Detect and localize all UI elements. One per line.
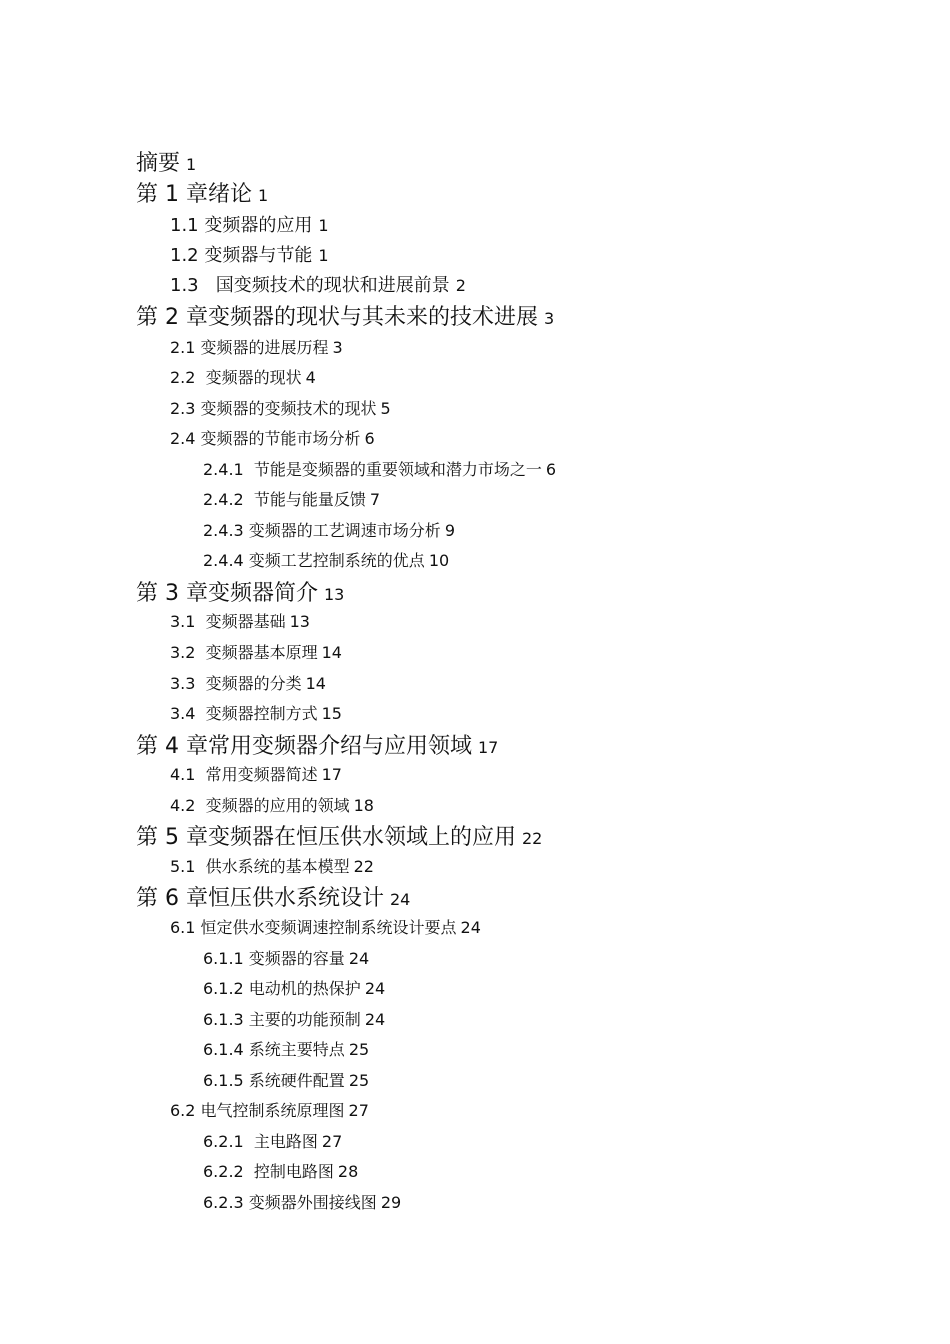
toc-entry-label: 4.1 常用变频器简述 (170, 765, 318, 784)
toc-entry-page: 6 (545, 460, 557, 479)
toc-entry-page: 27 (348, 1101, 369, 1120)
toc-entry-6-2[interactable] (170, 1103, 369, 1119)
toc-entry-page: 3 (332, 338, 343, 357)
toc-entry-page: 2 (455, 276, 466, 295)
toc-entry-label: 3.3 变频器的分类 (170, 674, 302, 693)
toc-entry-label: 1.1 变频器的应用 (170, 215, 313, 236)
toc-entry-page: 7 (369, 490, 381, 509)
toc-entry-6-2-1[interactable] (203, 1134, 342, 1150)
toc-entry-label: 5.1 供水系统的基本模型 (170, 857, 350, 876)
toc-entry-chapter-5[interactable] (136, 827, 542, 849)
toc-entry-label: 2.2 变频器的现状 (170, 368, 302, 387)
toc-entry-label: 2.4.1 节能是变频器的重要领域和潜力市场之一 (203, 460, 542, 479)
toc-entry-2-4-4[interactable] (203, 553, 449, 569)
toc-entry-label: 3.4 变频器控制方式 (170, 704, 318, 723)
toc-entry-label: 6.1.1 变频器的容量 (203, 949, 345, 968)
toc-entry-2-4-1[interactable] (203, 462, 556, 478)
toc-entry-label: 6.1.5 系统硬件配置 (203, 1071, 345, 1090)
toc-entry-page: 22 (522, 829, 543, 848)
toc-entry-4-1[interactable] (170, 767, 342, 783)
toc-entry-label: 3.2 变频器基本原理 (170, 643, 318, 662)
toc-entry-label: 2.4.4 变频工艺控制系统的优点 (203, 551, 425, 570)
toc-entry-page: 25 (348, 1040, 370, 1059)
toc-entry-page: 1 (318, 216, 329, 235)
toc-entry-chapter-4[interactable] (136, 736, 498, 758)
toc-entry-label: 6.1 恒定供水变频调速控制系统设计要点 (170, 918, 457, 937)
toc-entry-6-1[interactable] (170, 920, 481, 936)
toc-entry-label: 6.2.1 主电路图 (203, 1132, 318, 1151)
toc-entry-label: 2.1 变频器的进展历程 (170, 338, 329, 357)
toc-entry-2-4[interactable] (170, 431, 375, 447)
toc-entry-2-3[interactable] (170, 401, 391, 417)
toc-entry-label: 第 1 章绪论 (136, 182, 252, 207)
toc-entry-label: 6.1.4 系统主要特点 (203, 1040, 345, 1059)
toc-entry-label: 1.2 变频器与节能 (170, 245, 313, 266)
toc-entry-label: 2.4.2 节能与能量反馈 (203, 490, 366, 509)
toc-entry-page: 3 (544, 309, 555, 328)
toc-entry-page: 1 (318, 246, 329, 265)
toc-entry-label: 2.4.3 变频器的工艺调速市场分析 (203, 521, 441, 540)
toc-entry-page: 18 (353, 796, 374, 815)
toc-entry-label: 6.2.2 控制电路图 (203, 1162, 334, 1181)
toc-entry-page: 24 (348, 949, 370, 968)
toc-entry-page: 28 (337, 1162, 359, 1181)
toc-entry-6-1-1[interactable] (203, 951, 369, 967)
toc-entry-page: 5 (380, 399, 391, 418)
toc-entry-page: 14 (321, 643, 342, 662)
toc-entry-1-3[interactable] (170, 277, 466, 295)
toc-entry-chapter-1[interactable] (136, 184, 268, 206)
toc-entry-2-2[interactable] (170, 370, 316, 386)
toc-entry-label: 2.3 变频器的变频技术的现状 (170, 399, 377, 418)
toc-entry-page: 9 (444, 521, 455, 540)
toc-entry-page: 22 (353, 857, 374, 876)
toc-entry-2-1[interactable] (170, 340, 343, 356)
toc-entry-page: 14 (305, 674, 326, 693)
toc-entry-page: 29 (380, 1193, 402, 1212)
toc-entry-label: 6.1.3 主要的功能预制 (203, 1010, 361, 1029)
toc-entry-label: 6.2 电气控制系统原理图 (170, 1101, 345, 1120)
toc-entry-label: 第 5 章变频器在恒压供水领域上的应用 (136, 825, 516, 850)
toc-entry-label: 1.3 国变频技术的现状和进展前景 (170, 275, 450, 296)
toc-entry-page: 17 (478, 738, 499, 757)
toc-entry-page: 27 (321, 1132, 343, 1151)
toc-entry-3-2[interactable] (170, 645, 342, 661)
toc-entry-page: 1 (186, 155, 197, 174)
toc-entry-chapter-3[interactable] (136, 583, 344, 605)
toc-entry-6-2-3[interactable] (203, 1195, 401, 1211)
toc-entry-label: 2.4 变频器的节能市场分析 (170, 429, 361, 448)
toc-entry-1-1[interactable] (170, 217, 329, 235)
toc-entry-2-4-2[interactable] (203, 492, 380, 508)
toc-entry-2-4-3[interactable] (203, 523, 455, 539)
toc-entry-abstract[interactable] (136, 153, 196, 175)
toc-entry-label: 6.1.2 电动机的热保护 (203, 979, 361, 998)
toc-entry-page: 1 (257, 186, 269, 205)
toc-entry-label: 6.2.3 变频器外围接线图 (203, 1193, 377, 1212)
toc-entry-chapter-2[interactable] (136, 307, 554, 329)
toc-entry-label: 4.2 变频器的应用的领域 (170, 796, 350, 815)
toc-entry-chapter-6[interactable] (136, 888, 410, 910)
toc-entry-page: 24 (364, 979, 386, 998)
toc-entry-3-3[interactable] (170, 676, 326, 692)
toc-entry-label: 第 6 章恒压供水系统设计 (136, 886, 384, 911)
toc-entry-6-2-2[interactable] (203, 1164, 358, 1180)
toc-entry-page: 17 (321, 765, 342, 784)
toc-entry-4-2[interactable] (170, 798, 374, 814)
toc-entry-label: 摘要 (136, 151, 181, 176)
toc-entry-6-1-3[interactable] (203, 1012, 385, 1028)
toc-entry-page: 13 (289, 612, 310, 631)
toc-entry-page: 24 (460, 918, 481, 937)
toc-entry-page: 10 (428, 551, 450, 570)
toc-entry-page: 24 (364, 1010, 386, 1029)
toc-entry-1-2[interactable] (170, 247, 329, 265)
toc-entry-6-1-4[interactable] (203, 1042, 369, 1058)
toc-entry-3-1[interactable] (170, 614, 310, 630)
toc-entry-6-1-2[interactable] (203, 981, 385, 997)
toc-entry-page: 25 (348, 1071, 370, 1090)
toc-entry-label: 第 4 章常用变频器介绍与应用领域 (136, 734, 472, 759)
toc-entry-page: 15 (321, 704, 342, 723)
toc-entry-page: 24 (389, 890, 411, 909)
toc-entry-label: 第 2 章变频器的现状与其未来的技术进展 (136, 305, 538, 330)
toc-entry-label: 3.1 变频器基础 (170, 612, 286, 631)
toc-entry-page: 4 (305, 368, 316, 387)
toc-entry-5-1[interactable] (170, 859, 374, 875)
toc-entry-6-1-5[interactable] (203, 1073, 369, 1089)
toc-entry-3-4[interactable] (170, 706, 342, 722)
toc-entry-page: 13 (323, 585, 345, 604)
toc-entry-label: 第 3 章变频器简介 (136, 581, 318, 606)
toc-entry-page: 6 (364, 429, 375, 448)
